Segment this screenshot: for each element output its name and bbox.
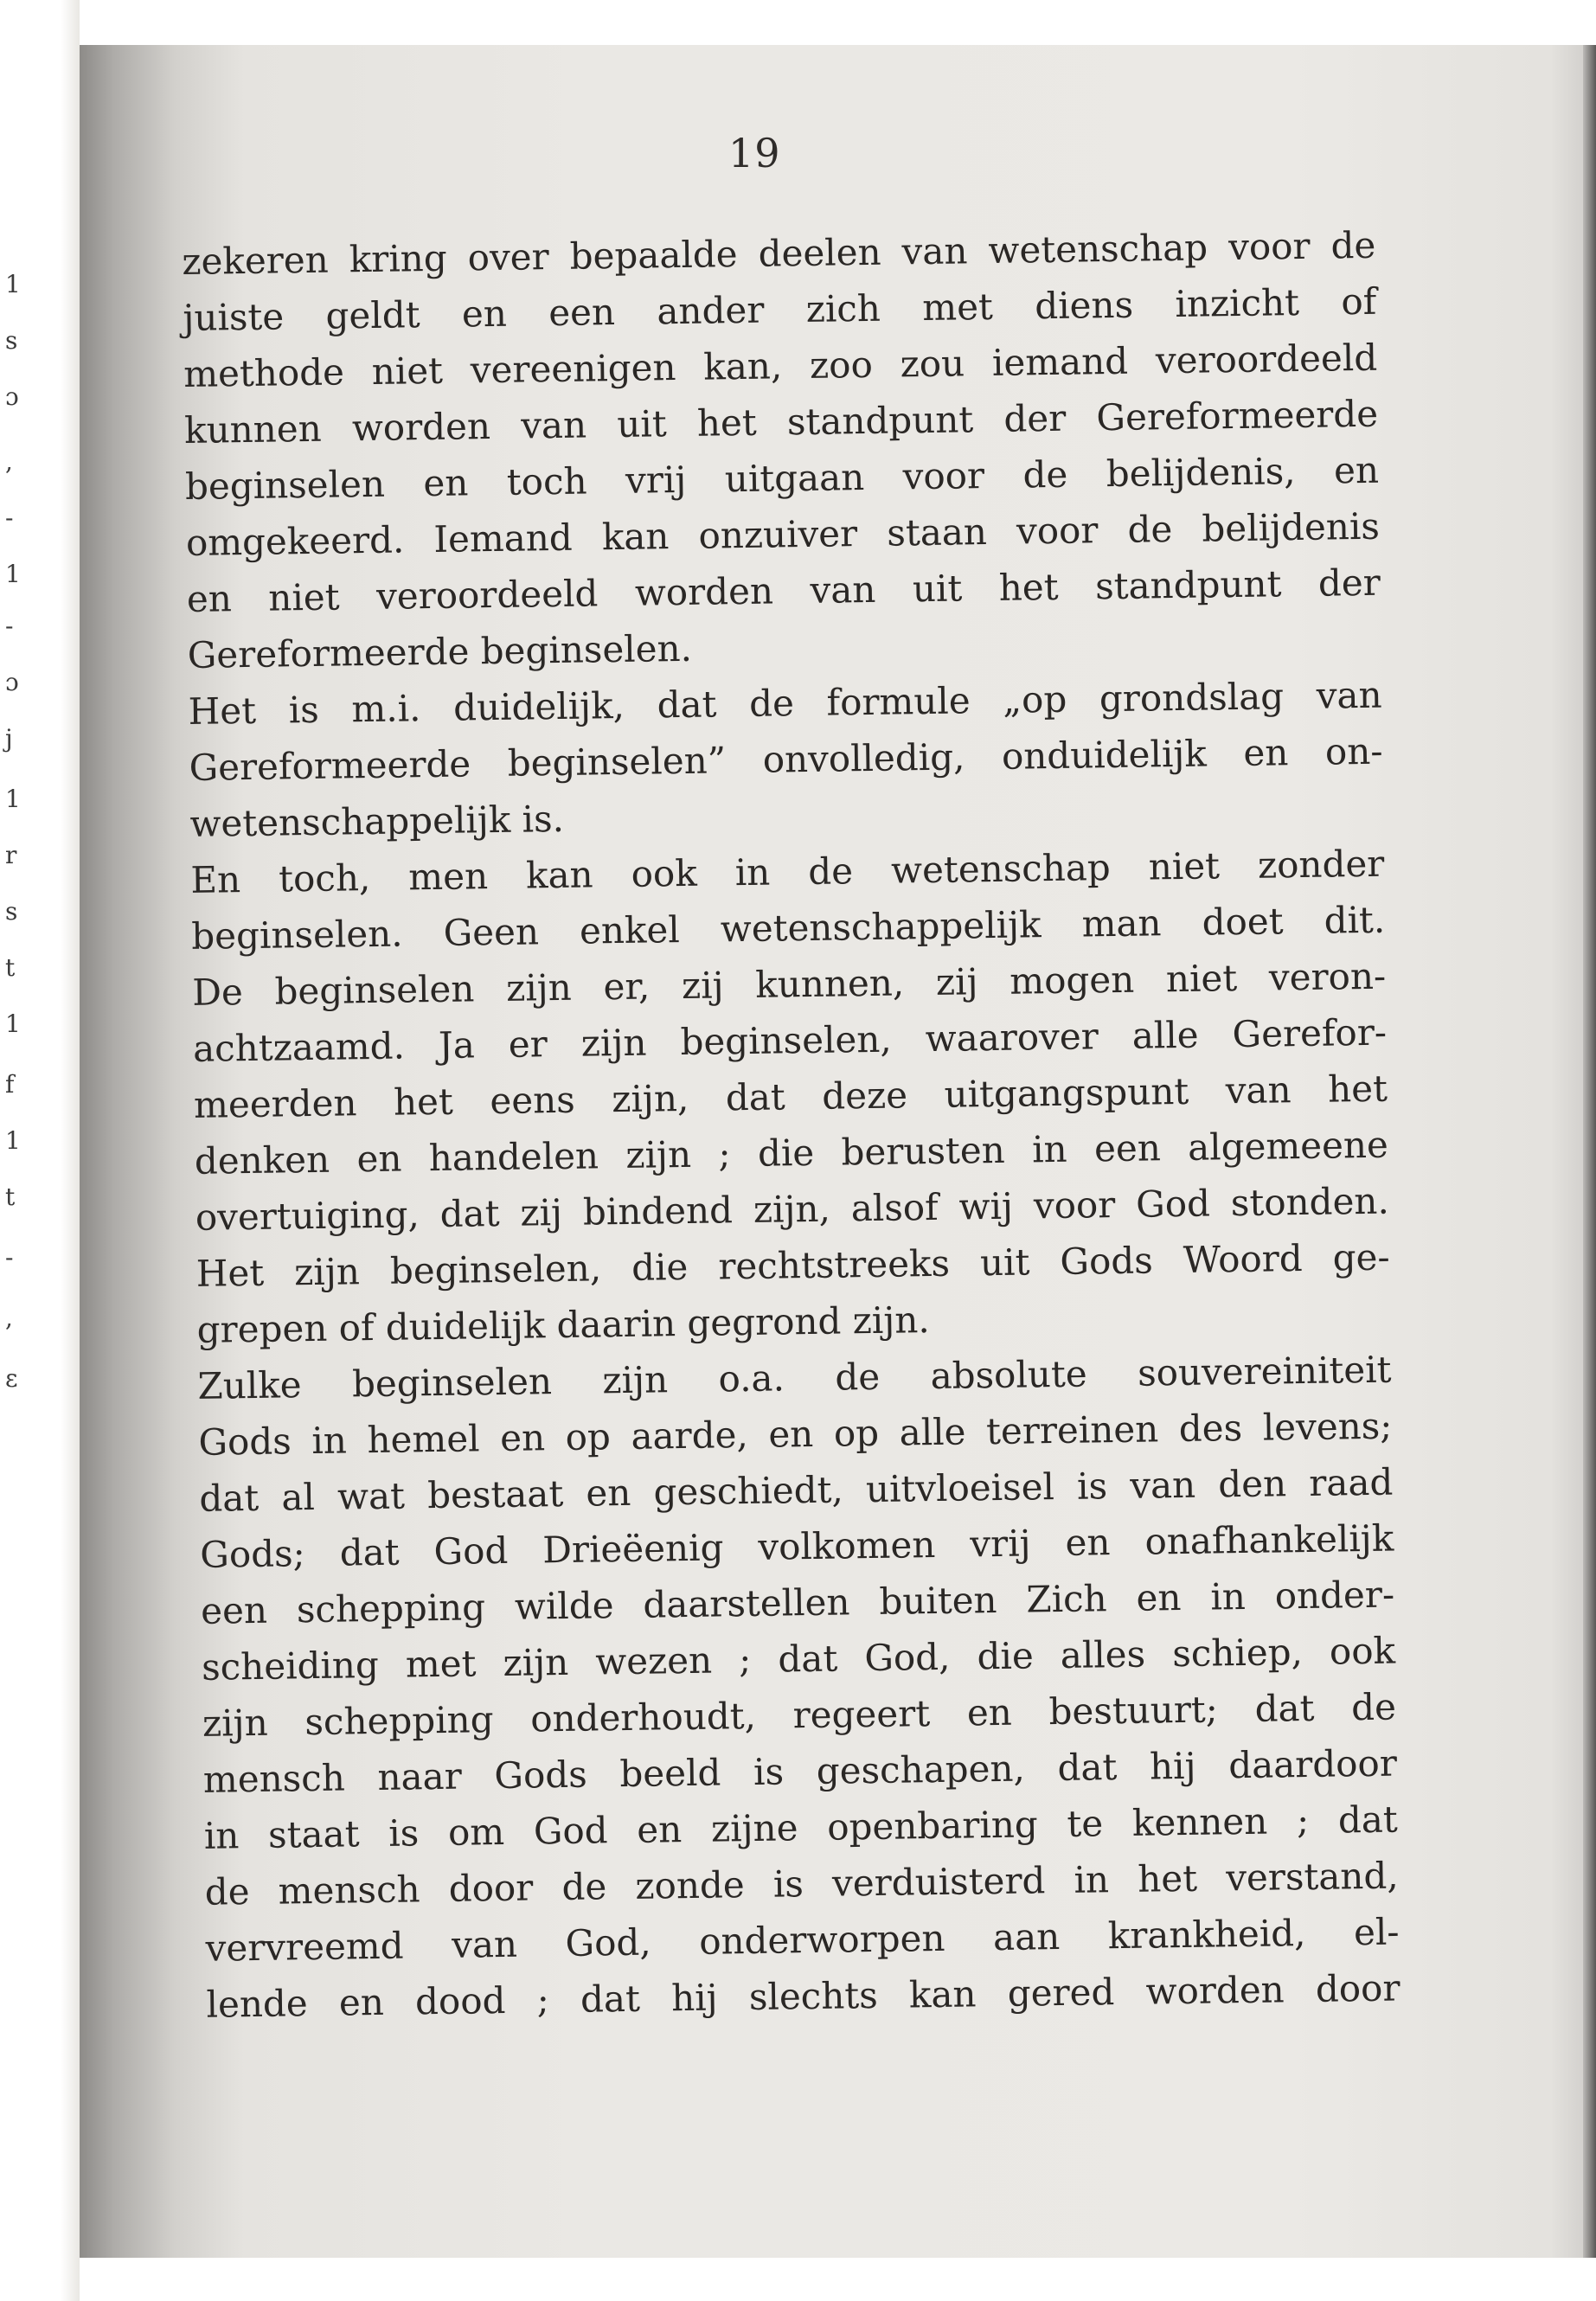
margin-glyph: t: [5, 953, 16, 982]
text-line: Gods in hemel en op aarde, en op alle terreinen des levens;: [198, 1404, 1393, 1464]
text-line: de mensch door de zonde is verduisterd in het verstand,: [204, 1854, 1399, 1913]
text-line: grepen of duidelijk daarin gegrond zijn.: [196, 1298, 931, 1351]
body-text: [182, 217, 1401, 2033]
text-line: zijn schepping onderhoudt, regeert en bestuurt; dat de: [202, 1685, 1397, 1745]
text-line: scheiding met zijn wezen ; dat God, die alles schiep, ook: [201, 1629, 1396, 1689]
text-line: beginselen. Geen enkel wetenschappelijk man doet dit.: [191, 898, 1386, 958]
margin-glyph: ,: [5, 447, 13, 476]
margin-glyph: ɔ: [5, 382, 19, 411]
text-line: omgekeerd. Iemand kan onzuiver staan voor de belijdenis: [185, 504, 1381, 564]
margin-glyph: ɛ: [5, 1364, 18, 1393]
margin-glyph: 1: [5, 785, 21, 813]
margin-glyph: s: [5, 897, 18, 926]
previous-page-margin-glyphs: [0, 0, 21, 2301]
margin-glyph: 1: [5, 1126, 21, 1155]
margin-glyph: f: [5, 1070, 15, 1099]
text-line: Gods; dat God Drieëenig volkomen vrij en onafhankelijk: [199, 1516, 1394, 1576]
text-line: zekeren kring over bepaalde deelen van wetenschap voor de: [182, 223, 1376, 283]
text-line: Gereformeerde beginselen” onvolledig, onduidelijk en on-: [189, 729, 1383, 789]
text-line: en niet veroordeeld worden van uit het standpunt der: [186, 561, 1381, 620]
text-line: denken en handelen zijn ; die berusten in een algemeene: [194, 1123, 1389, 1183]
text-line: juiste geldt en een ander zich met diens inzicht of: [183, 279, 1377, 339]
text-line: beginselen en toch vrij uitgaan voor de belijdenis, en: [184, 448, 1380, 508]
text-line: Zulke beginselen zijn o.a. de absolute souvereiniteit: [197, 1348, 1392, 1407]
margin-glyph: r: [5, 841, 17, 869]
text-line: een schepping wilde daarstellen buiten Zich en in onder-: [200, 1573, 1395, 1632]
text-line: in staat is om God en zijne openbaring te kennen ; dat: [203, 1798, 1399, 1857]
text-line: achtzaamd. Ja er zijn beginselen, waarover alle Gerefor-: [192, 1010, 1388, 1070]
margin-glyph: 1: [5, 560, 21, 588]
text-line: overtuiging, dat zij bindend zijn, alsof wij voor God stonden.: [195, 1179, 1390, 1239]
text-line: dat al wat bestaat en geschiedt, uitvloeisel is van den raad: [199, 1460, 1394, 1520]
margin-glyph: j: [5, 724, 13, 753]
margin-glyph: s: [5, 326, 18, 355]
margin-glyph: -: [5, 1243, 14, 1272]
margin-glyph: t: [5, 1183, 16, 1211]
page-right-edge-shadow: [1583, 45, 1596, 2258]
text-line: Het is m.i. duidelijk, dat de formule „op grondslag van: [188, 673, 1382, 733]
page-number: 19: [728, 130, 781, 176]
margin-glyph: -: [5, 612, 14, 640]
text-line: Het zijn beginselen, die rechtstreeks uit Gods Woord ge-: [195, 1235, 1390, 1295]
text-line: kunnen worden van uit het standpunt der Gereformeerde: [183, 392, 1379, 452]
text-line: De beginselen zijn er, zij kunnen, zij mogen niet veron-: [191, 954, 1387, 1014]
text-line: mensch naar Gods beeld is geschapen, dat hij daardoor: [202, 1741, 1398, 1801]
text-line: wetenschappelijk is.: [189, 797, 565, 845]
text-line: Gereformeerde beginselen.: [187, 626, 693, 676]
text-line: lende en dood ; dat hij slechts kan gered worden door: [206, 1966, 1401, 2026]
text-line: En toch, men kan ook in de wetenschap niet zonder: [190, 842, 1385, 901]
margin-glyph: ,: [5, 1304, 13, 1332]
margin-glyph: ɔ: [5, 668, 19, 696]
margin-glyph: -: [5, 503, 14, 532]
margin-glyph: 1: [5, 270, 21, 298]
text-line: meerden het eens zijn, dat deze uitgangspunt van het: [193, 1067, 1388, 1126]
margin-glyph: 1: [5, 1009, 21, 1038]
text-line: methode niet vereenigen kan, zoo zou iemand veroordeeld: [183, 336, 1378, 395]
text-line: vervreemd van God, onderworpen aan krankheid, el-: [205, 1910, 1400, 1970]
